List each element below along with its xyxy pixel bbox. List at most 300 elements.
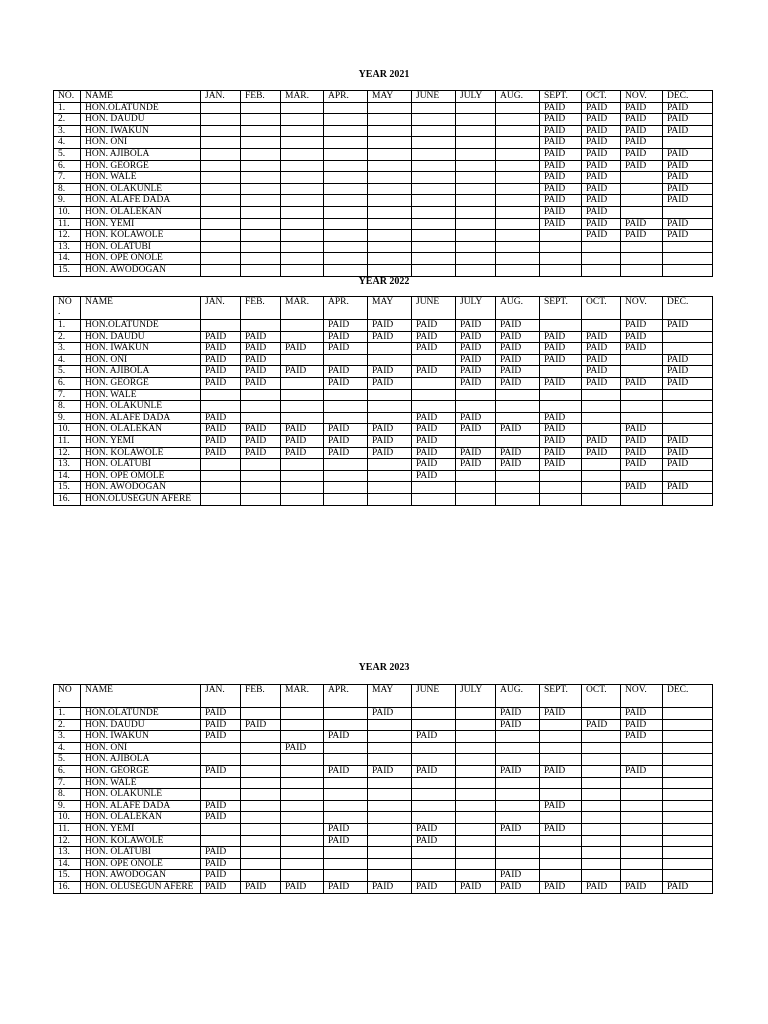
payment-cell (456, 125, 496, 137)
payment-cell (201, 493, 241, 505)
payment-cell (201, 148, 241, 160)
payment-cell: PAID (621, 125, 663, 137)
payment-cell: PAID (201, 424, 241, 436)
table-row (54, 435, 713, 447)
payment-cell (496, 470, 540, 482)
payment-cell: PAID (456, 459, 496, 471)
payment-cell: PAID (621, 343, 663, 355)
payment-cell (201, 823, 241, 835)
payment-cell (324, 800, 368, 812)
payment-cell (456, 230, 496, 242)
member-name: HON. WALE (81, 389, 201, 401)
payment-cell (281, 253, 324, 265)
payment-cell (241, 412, 281, 424)
payment-cell (621, 412, 663, 424)
payment-cell: PAID (540, 137, 582, 149)
member-name: HON. YEMI (81, 823, 201, 835)
payment-cell (241, 160, 281, 172)
payment-cell (281, 401, 324, 413)
payment-cell: PAID (241, 424, 281, 436)
header-name: NAME (81, 297, 201, 320)
payment-cell (582, 835, 621, 847)
payment-cell: PAID (663, 102, 713, 114)
payment-cell (540, 264, 582, 276)
header-month: MAR. (281, 297, 324, 320)
header-month: OCT. (582, 91, 621, 103)
payment-cell: PAID (582, 377, 621, 389)
payment-cell (456, 401, 496, 413)
table-row (54, 482, 713, 494)
table-row (54, 206, 713, 218)
table-row (54, 366, 713, 378)
payment-cell (621, 470, 663, 482)
header-month: JULY (456, 297, 496, 320)
row-number: 8. (54, 401, 81, 413)
payment-cell: PAID (663, 114, 713, 126)
payment-cell (540, 777, 582, 789)
row-number: 5. (54, 366, 81, 378)
payment-cell (281, 377, 324, 389)
payment-cell (540, 858, 582, 870)
table-row (54, 789, 713, 801)
payment-cell (496, 754, 540, 766)
payment-cell (540, 493, 582, 505)
payment-cell (663, 424, 713, 436)
payment-cell (368, 343, 412, 355)
member-name: HON. IWAKUN (81, 343, 201, 355)
payment-cell (241, 754, 281, 766)
payment-cell (412, 230, 456, 242)
payment-cell: PAID (582, 183, 621, 195)
payment-cell (281, 172, 324, 184)
payment-cell (540, 742, 582, 754)
payment-cell: PAID (582, 881, 621, 893)
payment-cell (368, 206, 412, 218)
payment-cell (456, 835, 496, 847)
row-number: 2. (54, 114, 81, 126)
payment-cell (281, 765, 324, 777)
payment-cell (324, 812, 368, 824)
member-name: HON. OPE ONOLE (81, 253, 201, 265)
table-row (54, 765, 713, 777)
payment-cell: PAID (368, 435, 412, 447)
table-row (54, 354, 713, 366)
payment-cell (496, 114, 540, 126)
payment-cell: PAID (663, 482, 713, 494)
payment-cell (412, 708, 456, 720)
payment-cell (368, 230, 412, 242)
member-name: HON. KOLAWOLE (81, 447, 201, 459)
payment-cell (496, 253, 540, 265)
payment-cell (412, 354, 456, 366)
table-row (54, 731, 713, 743)
payment-cell: PAID (621, 137, 663, 149)
payment-cell (281, 412, 324, 424)
header-month: FEB. (241, 297, 281, 320)
payment-cell (241, 777, 281, 789)
payment-cell: PAID (324, 331, 368, 343)
payment-cell: PAID (663, 125, 713, 137)
payment-cell (496, 218, 540, 230)
payment-cell: PAID (201, 800, 241, 812)
payment-cell (456, 800, 496, 812)
payment-cell: PAID (324, 823, 368, 835)
payment-cell (241, 389, 281, 401)
payment-cell: PAID (663, 195, 713, 207)
payment-cell: PAID (663, 160, 713, 172)
row-number: 8. (54, 183, 81, 195)
payment-cell: PAID (281, 881, 324, 893)
payment-cell (241, 195, 281, 207)
row-number: 10. (54, 424, 81, 436)
payment-cell (582, 858, 621, 870)
payment-cell (368, 800, 412, 812)
payment-cell: PAID (241, 343, 281, 355)
payment-cell (241, 218, 281, 230)
table-row (54, 230, 713, 242)
payment-cell (324, 172, 368, 184)
payment-cell: PAID (456, 343, 496, 355)
row-number: 9. (54, 195, 81, 207)
payment-cell (281, 777, 324, 789)
table-row (54, 858, 713, 870)
payment-cell (582, 320, 621, 332)
payment-cell (621, 789, 663, 801)
payment-cell (663, 719, 713, 731)
payment-cell (241, 731, 281, 743)
payment-cell: PAID (456, 881, 496, 893)
payment-cell (324, 459, 368, 471)
payment-cell (621, 742, 663, 754)
member-name: HON.OLUSEGUN AFERE (81, 493, 201, 505)
table-row (54, 218, 713, 230)
payment-cell (324, 493, 368, 505)
payment-cell (241, 870, 281, 882)
payment-cell: PAID (368, 331, 412, 343)
payment-cell: PAID (496, 320, 540, 332)
payment-cell (412, 401, 456, 413)
payment-cell (201, 206, 241, 218)
payment-cell: PAID (496, 354, 540, 366)
payment-cell (621, 389, 663, 401)
payment-cell: PAID (412, 470, 456, 482)
row-number: 5. (54, 148, 81, 160)
payment-cell (663, 858, 713, 870)
header-month: JAN. (201, 91, 241, 103)
member-name: HON. DAUDU (81, 114, 201, 126)
payment-cell (496, 230, 540, 242)
payment-cell (496, 731, 540, 743)
payment-cell (412, 482, 456, 494)
table-row (54, 183, 713, 195)
payment-cell (663, 206, 713, 218)
payment-cell: PAID (540, 183, 582, 195)
payment-cell: PAID (540, 377, 582, 389)
row-number: 10. (54, 812, 81, 824)
table-row (54, 424, 713, 436)
payment-cell: PAID (281, 447, 324, 459)
payment-cell (412, 389, 456, 401)
payment-cell: PAID (496, 343, 540, 355)
payment-cell (456, 470, 496, 482)
payment-cell (456, 253, 496, 265)
payment-cell: PAID (324, 343, 368, 355)
row-number: 15. (54, 264, 81, 276)
payment-cell (281, 241, 324, 253)
payment-cell: PAID (540, 435, 582, 447)
payment-cell: PAID (412, 823, 456, 835)
payment-cell (281, 800, 324, 812)
header-name: NAME (81, 91, 201, 103)
payment-cell (241, 800, 281, 812)
payment-cell: PAID (456, 354, 496, 366)
payment-cell (456, 482, 496, 494)
payment-cell: PAID (456, 412, 496, 424)
payment-cell: PAID (540, 459, 582, 471)
payment-cell (368, 114, 412, 126)
payment-table-2021 (53, 90, 713, 277)
payment-cell (368, 183, 412, 195)
payment-cell (663, 800, 713, 812)
payment-cell (663, 789, 713, 801)
payment-cell: PAID (621, 719, 663, 731)
payment-cell: PAID (540, 412, 582, 424)
payment-cell (496, 493, 540, 505)
payment-cell (241, 264, 281, 276)
payment-cell (582, 482, 621, 494)
payment-cell: PAID (412, 765, 456, 777)
payment-cell: PAID (368, 424, 412, 436)
payment-cell (281, 218, 324, 230)
payment-cell (663, 253, 713, 265)
payment-cell (496, 389, 540, 401)
header-month: FEB. (241, 91, 281, 103)
header-month: MAY (368, 685, 412, 708)
payment-cell (368, 470, 412, 482)
payment-cell: PAID (324, 881, 368, 893)
table-row (54, 195, 713, 207)
payment-cell (324, 218, 368, 230)
payment-cell: PAID (582, 447, 621, 459)
payment-cell: PAID (412, 320, 456, 332)
payment-cell (281, 206, 324, 218)
payment-cell: PAID (496, 719, 540, 731)
table-row (54, 881, 713, 893)
payment-cell: PAID (663, 183, 713, 195)
row-number: 2. (54, 719, 81, 731)
header-month: DEC. (663, 297, 713, 320)
row-number: 1. (54, 102, 81, 114)
payment-cell (582, 459, 621, 471)
payment-cell (201, 389, 241, 401)
payment-cell (663, 343, 713, 355)
payment-cell (412, 789, 456, 801)
payment-cell (281, 125, 324, 137)
payment-cell (621, 264, 663, 276)
payment-cell (324, 789, 368, 801)
payment-cell: PAID (241, 447, 281, 459)
payment-cell (582, 389, 621, 401)
payment-cell: PAID (496, 765, 540, 777)
payment-cell (201, 125, 241, 137)
payment-cell (540, 870, 582, 882)
payment-cell (456, 823, 496, 835)
payment-cell (324, 195, 368, 207)
table-row (54, 777, 713, 789)
payment-cell: PAID (456, 377, 496, 389)
payment-cell (201, 482, 241, 494)
member-name: HON. ONI (81, 354, 201, 366)
payment-cell (241, 320, 281, 332)
member-name: HON. ONI (81, 137, 201, 149)
payment-cell (201, 218, 241, 230)
payment-cell (281, 160, 324, 172)
payment-cell (368, 241, 412, 253)
payment-cell: PAID (496, 331, 540, 343)
payment-cell: PAID (582, 230, 621, 242)
header-month: APR. (324, 297, 368, 320)
payment-cell (281, 835, 324, 847)
payment-cell (496, 195, 540, 207)
payment-cell: PAID (496, 447, 540, 459)
payment-cell: PAID (281, 343, 324, 355)
member-name: HON. AWODOGAN (81, 870, 201, 882)
payment-cell (324, 482, 368, 494)
payment-cell (456, 742, 496, 754)
payment-cell (496, 137, 540, 149)
header-month: JUNE (412, 297, 456, 320)
row-number: 10. (54, 206, 81, 218)
row-number: 9. (54, 800, 81, 812)
payment-cell (540, 366, 582, 378)
payment-cell: PAID (241, 354, 281, 366)
payment-cell (456, 858, 496, 870)
payment-cell: PAID (368, 320, 412, 332)
payment-cell (456, 789, 496, 801)
payment-cell (621, 253, 663, 265)
payment-cell: PAID (201, 412, 241, 424)
member-name: HON. GEORGE (81, 160, 201, 172)
payment-cell: PAID (540, 823, 582, 835)
member-name: HON. OLALEKAN (81, 812, 201, 824)
payment-cell (621, 354, 663, 366)
row-number: 1. (54, 708, 81, 720)
payment-cell (496, 835, 540, 847)
payment-cell (412, 719, 456, 731)
member-name: HON. AWODOGAN (81, 482, 201, 494)
payment-cell: PAID (621, 218, 663, 230)
payment-cell (281, 331, 324, 343)
row-number: 11. (54, 218, 81, 230)
payment-cell (456, 765, 496, 777)
payment-cell (281, 459, 324, 471)
payment-cell: PAID (496, 881, 540, 893)
payment-cell (324, 125, 368, 137)
header-month: JUNE (412, 91, 456, 103)
payment-cell (582, 765, 621, 777)
member-name: HON. OLALEKAN (81, 424, 201, 436)
header-month: OCT. (582, 685, 621, 708)
payment-cell (540, 230, 582, 242)
table-row (54, 412, 713, 424)
payment-cell (324, 264, 368, 276)
payment-cell (324, 148, 368, 160)
payment-cell (663, 137, 713, 149)
payment-cell: PAID (241, 435, 281, 447)
payment-cell (496, 102, 540, 114)
payment-cell (241, 765, 281, 777)
payment-cell (281, 858, 324, 870)
payment-cell (241, 102, 281, 114)
header-month: AUG. (496, 297, 540, 320)
payment-cell (281, 754, 324, 766)
row-number: 7. (54, 172, 81, 184)
row-number: 2. (54, 331, 81, 343)
payment-cell (412, 493, 456, 505)
payment-cell: PAID (621, 708, 663, 720)
payment-cell: PAID (368, 366, 412, 378)
payment-cell (201, 470, 241, 482)
table-row (54, 114, 713, 126)
payment-cell (368, 754, 412, 766)
member-name: HON. OLALEKAN (81, 206, 201, 218)
payment-cell (456, 195, 496, 207)
header-month: DEC. (663, 685, 713, 708)
payment-cell: PAID (582, 172, 621, 184)
member-name: HON. AJIBOLA (81, 366, 201, 378)
payment-cell (621, 241, 663, 253)
payment-cell: PAID (663, 377, 713, 389)
payment-cell (496, 847, 540, 859)
table-row (54, 148, 713, 160)
payment-cell (663, 412, 713, 424)
payment-cell (663, 264, 713, 276)
payment-cell (496, 742, 540, 754)
payment-cell (241, 137, 281, 149)
payment-cell (496, 800, 540, 812)
payment-cell: PAID (496, 377, 540, 389)
payment-cell (412, 183, 456, 195)
payment-cell: PAID (201, 847, 241, 859)
payment-cell (281, 719, 324, 731)
row-number: 12. (54, 835, 81, 847)
payment-cell (540, 731, 582, 743)
payment-cell (368, 731, 412, 743)
header-month: DEC. (663, 91, 713, 103)
payment-cell: PAID (540, 881, 582, 893)
payment-cell: PAID (201, 366, 241, 378)
payment-cell: PAID (324, 377, 368, 389)
payment-cell (368, 253, 412, 265)
payment-cell (368, 160, 412, 172)
payment-cell (201, 777, 241, 789)
member-name: HON. YEMI (81, 435, 201, 447)
payment-cell (368, 137, 412, 149)
payment-cell: PAID (540, 206, 582, 218)
payment-cell (281, 114, 324, 126)
header-month: SEPT. (540, 91, 582, 103)
payment-cell: PAID (582, 354, 621, 366)
row-number: 9. (54, 412, 81, 424)
header-month: JAN. (201, 297, 241, 320)
payment-cell (663, 835, 713, 847)
header-month: APR. (324, 91, 368, 103)
header-month: MAR. (281, 91, 324, 103)
payment-cell (201, 160, 241, 172)
payment-cell: PAID (621, 881, 663, 893)
row-number: 4. (54, 137, 81, 149)
payment-cell: PAID (540, 195, 582, 207)
